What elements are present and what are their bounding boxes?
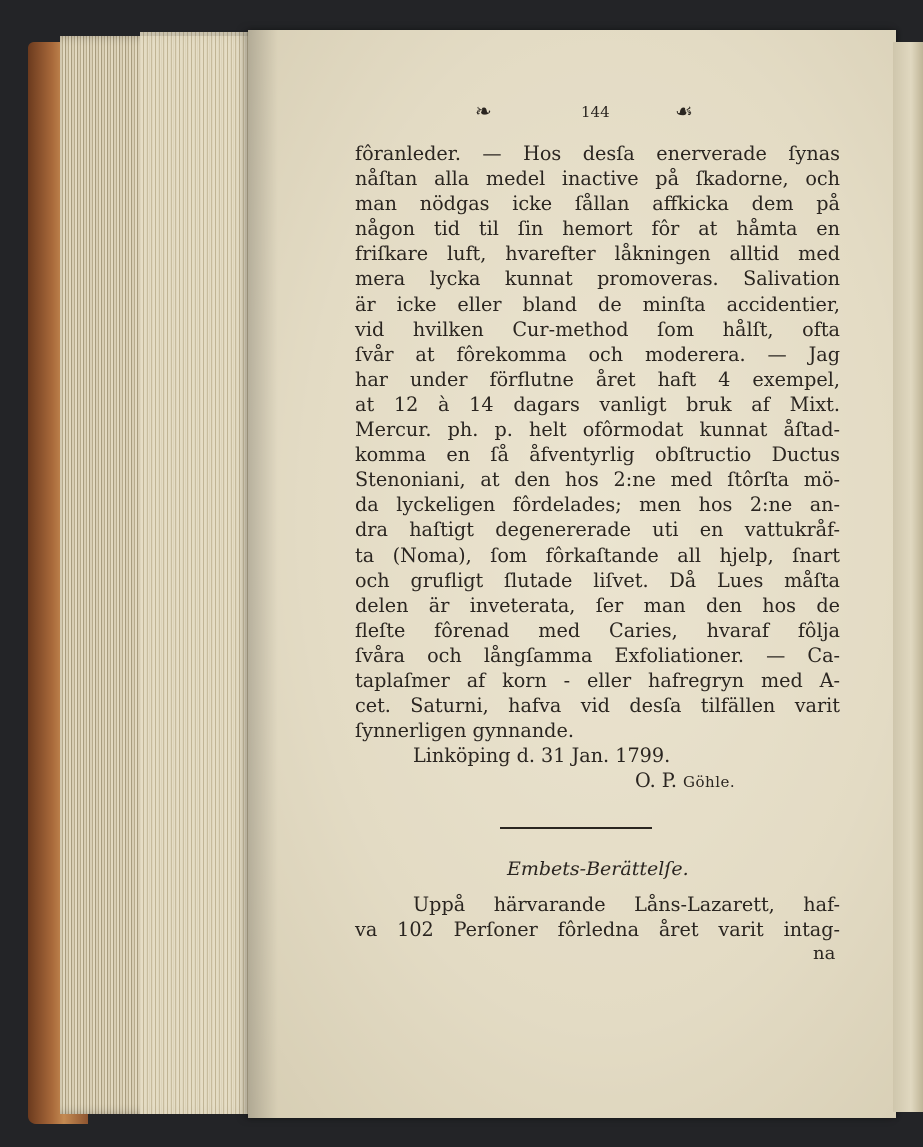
text-line: fôranleder. — Hos desſa enerverade ſynas [355,142,840,165]
text-line: ſvår at fôrekomma och moderera. — Jag [355,342,840,366]
page-text [355,95,845,966]
text-line: mera lycka kunnat promoveras. Salivation [355,267,840,291]
signature-name: Göhle. [683,773,736,792]
section-paragraph [355,892,845,942]
text-line: dra haſtigt degenererade uti en vattukråf- [355,518,840,542]
text-line: cet. Saturni, hafva vid desſa tilfällen varit [355,694,840,718]
text-line: är icke eller bland de minſta accidentier, [355,292,840,316]
page-number: 144 [581,103,610,121]
text-line: ta (Noma), ſom fôrkaſtande all hjelp, ſnart [355,543,840,567]
running-header [355,95,845,125]
text-line: ſynnerligen gynnande. [355,719,574,743]
section-divider [500,827,652,829]
text-line: Mercur. ph. p. helt ofôrmodat kunnat åſtad- [355,418,840,442]
text-line: Uppå härvarande Låns-Lazarett, haf- [413,893,840,917]
body-paragraph [355,141,845,743]
catchword: na [813,943,836,965]
text-line: friſkare luft, hvarefter låkningen alltid med [355,242,840,266]
text-line: at 12 à 14 dagars vanligt bruk af Mixt. [355,392,840,416]
gutter-shadow [248,30,278,1118]
text-line: da lyckeligen fôrdelades; men hos 2:ne an- [355,493,840,517]
text-line: vid hvilken Cur-method ſom hålſt, ofta [355,317,840,341]
text-line: komma en ſå åfventyrlig obſtructio Ductus [355,443,840,467]
text-line: Stenoniani, at den hos 2:ne med ſtôrſta mö- [355,468,840,492]
text-line: taplaſmer af korn - eller hafregryn med A- [355,668,840,692]
section-title: Embets-Berättelſe. [507,858,689,881]
text-line: någon tid til ſin hemort fôr at håmta en [355,217,840,241]
fleuron-left-icon: ❧ [475,99,492,123]
place-date: Linköping d. 31 Jan. 1799. [413,744,671,768]
fleuron-right-icon: ☙ [675,99,693,123]
page-stack-inner [140,32,260,1114]
text-line: fleſte fôrenad med Caries, hvaraf fôlja [355,618,840,642]
facing-page-edge [893,42,923,1112]
text-line: och grufligt ſlutade liſvet. Då Lues måſta [355,568,840,592]
text-line: ſvåra och långſamma Exfoliationer. — Ca- [355,643,840,667]
text-line: har under förflutne året haft 4 exempel, [355,367,840,391]
signature [635,768,845,795]
text-line: delen är inveterata, ſer man den hos de [355,593,840,617]
text-line: man nödgas icke ſållan affkicka dem på [355,192,840,216]
text-line: nåſtan alla medel inactive på ſkadorne, och [355,167,840,191]
text-line: va 102 Perſoner fôrledna året varit intag- [355,918,840,942]
signature-initials: O. P. [635,769,677,793]
